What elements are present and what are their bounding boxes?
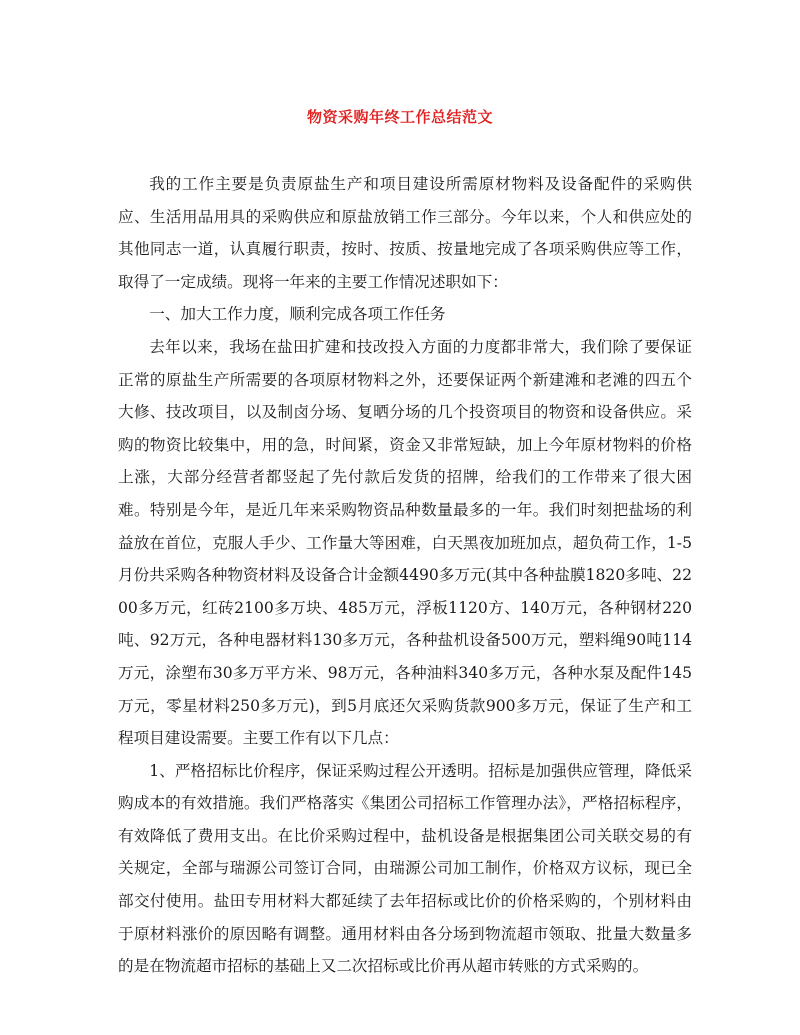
- document-title: 物资采购年终工作总结范文: [306, 108, 493, 126]
- document-body: [118, 168, 692, 983]
- paragraph-intro: 我的工作主要是负责原盐生产和项目建设所需原材物料及设备配件的采购供应、生活用品用具的采购供应和原盐放销工作三部分。今年以来，个人和供应处的其他同志一道，认真履行职责，按时、按质、按量地完成了各项采购供应等工作，取得了一定成绩。现将一年来的主要工作情况述职如下：: [118, 175, 692, 291]
- paragraph-point-1: 1、严格招标比价程序，保证采购过程公开透明。招标是加强供应管理，降低采购成本的有效措施。我们严格落实《集团公司招标工作管理办法》，严格招标程序，有效降低了费用支出。在比价采购过程中，盐机设备是根据集团公司关联交易的有关规定，全部与瑞源公司签订合同，由瑞源公司加工制作，价格双方议标，现已全部交付使用。盐田专用材料大都延续了去年招标或比价的价格采购的，个别材料由于原材料涨价的原因略有调整。通用材料由各分场到物流超市领取、批量大数量多的是在物流超市招标的基础上又二次招标或比价再从超市转账的方式采购的。: [118, 761, 692, 976]
- paragraph-summary: 去年以来，我场在盐田扩建和技改投入方面的力度都非常大，我们除了要保证正常的原盐生产所需要的各项原材物料之外，还要保证两个新建滩和老滩的四五个大修、技改项目，以及制卤分场、复晒分场的几个投资项目的物资和设备供应。采购的物资比较集中，用的急，时间紧，资金又非常短缺，加上今年原材物料的价格上涨，大部分经营者都竖起了先付款后发货的招牌，给我们的工作带来了很大困难。特别是今年，是近几年来采购物资品种数量最多的一年。我们时刻把盐场的利益放在首位，克服人手少、工作量大等困难，白天黑夜加班加点，超负荷工作，1-5月份共采购各种物资材料及设备合计金额4490多万元(其中各种盐膜1820多吨、2200多万元，红砖2100多万块、485万元，浮板1120方、140万元，各种钢材220吨、92万元，各种电器材料130多万元，各种盐机设备500万元，塑料绳90吨114万元，涂塑布30多万平方米、98万元，各种油料340多万元，各种水泵及配件145万元，零星材料250多万元)，到5月底还欠采购货款900多万元，保证了生产和工程项目建设需要。主要工作有以下几点：: [118, 337, 692, 748]
- section-heading: 一、加大工作力度，顺利完成各项工作任务: [149, 305, 446, 324]
